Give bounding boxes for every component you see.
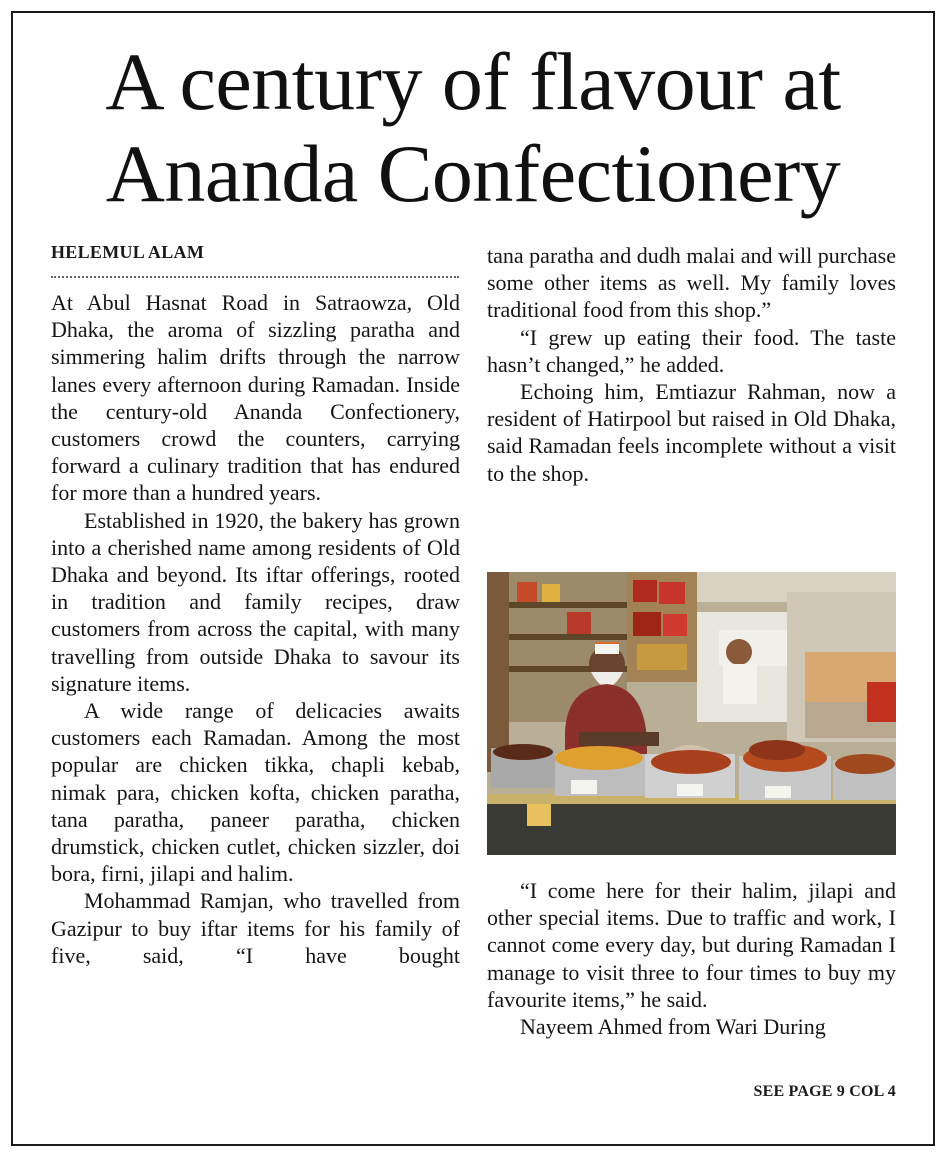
paragraph-8: “I come here for their halim, jilapi and other special items. Due to traffic and work, I cannot come every day, but during Ramadan I manage to visit three to four times to buy my favourite items,” he said. [487,878,896,1012]
paragraph-3: A wide range of delicacies awaits customers each Ramadan. Among the most popular are chicken tikka, chapli kebab, nimak para, chicken kofta, chicken paratha, tana paratha, paneer paratha, chicken drumstick, chicken cutlet, chicken sizzler, doi bora, firni, jilapi and halim. [51,698,460,887]
shop-photo [487,572,896,855]
headline-line-1: A century of flavour at [105,36,841,127]
column-right-bottom [487,877,896,1040]
paragraph-5: tana paratha and dudh malai and will purchase some other items as well. My family loves traditional food from this shop.” [487,243,896,323]
column-left [51,289,460,969]
jump-line: SEE PAGE 9 COL 4 [753,1083,896,1100]
paragraph-4: Mohammad Ramjan, who travelled from Gazipur to buy iftar items for his family of five, said, “I have bought [51,888,460,968]
headline [30,36,916,220]
byline-divider [51,276,459,278]
paragraph-1: At Abul Hasnat Road in Satraowza, Old Dhaka, the aroma of sizzling paratha and simmering halim drifts through the narrow lanes every afternoon during Ramadan. Inside the century-old Ananda Confectionery, customers crowd the counters, carrying forward a culinary tradition that has endured for more than a hundred years. [51,290,460,506]
paragraph-9: Nayeem Ahmed from Wari During [520,1014,826,1040]
byline: HELEMUL ALAM [51,242,205,262]
paragraph-6: “I grew up eating their food. The taste hasn’t changed,” he added. [487,324,896,377]
column-right-top [487,242,896,487]
paragraph-2: Established in 1920, the bakery has grown into a cherished name among residents of Old Dhaka and beyond. Its iftar offerings, rooted in tradition and family recipes, draw customers from across the capital, with many travelling from outside Dhaka to savour its signature items. [51,507,460,696]
paragraph-7: Echoing him, Emtiazur Rahman, now a resident of Hatirpool but raised in Old Dhaka, said Ramadan feels incomplete without a visit to the shop. [487,379,896,486]
headline-line-2: Ananda Confectionery [105,128,841,219]
